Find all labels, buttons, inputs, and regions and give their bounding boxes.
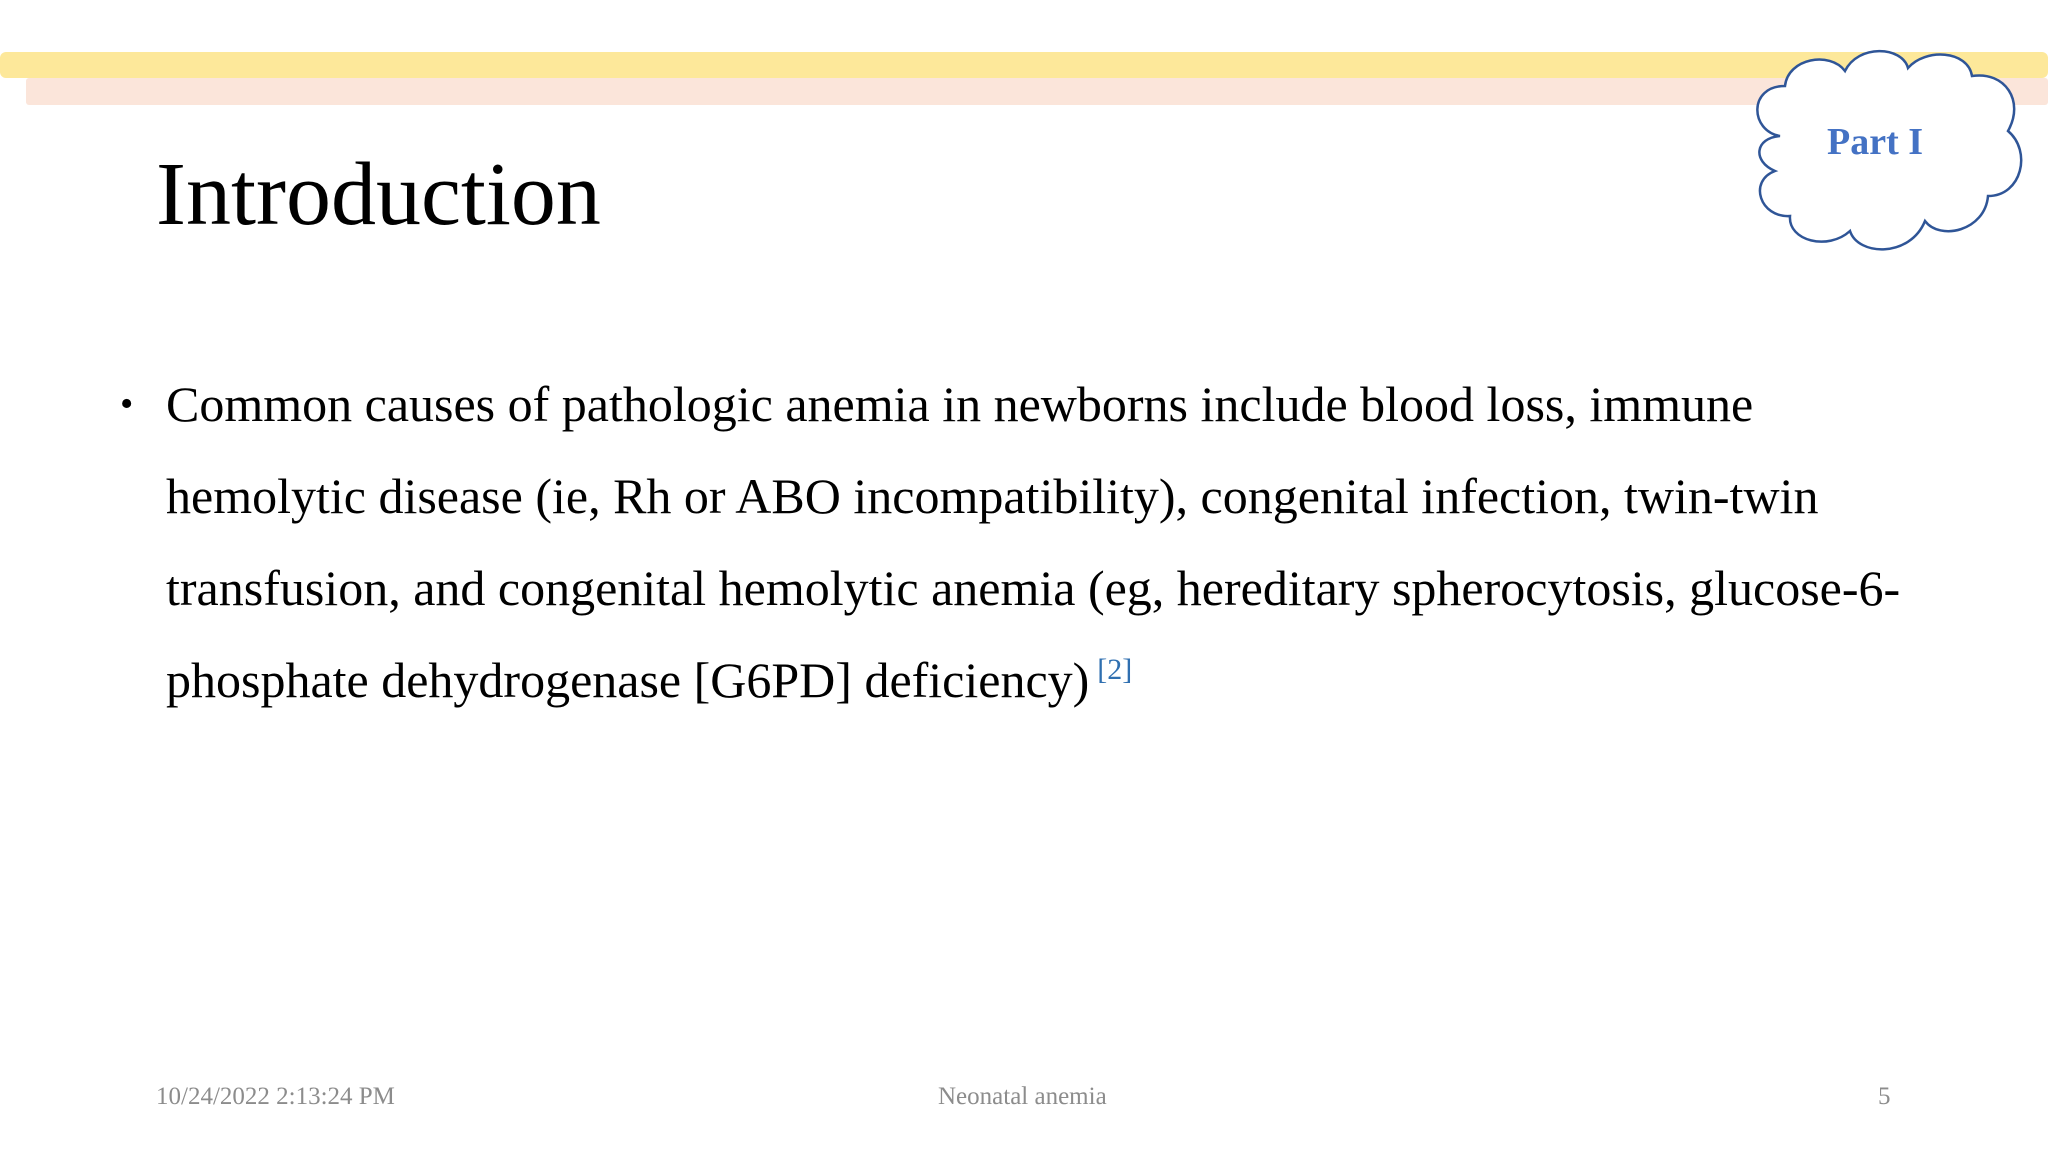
bullet-text: Common causes of pathologic anemia in newborns include blood loss, immune hemolytic disease (ie, Rh or ABO incompatibility), congenital infection, twin-twin transfusion, and congenital hemolytic anemia (eg, hereditary spherocytosis, glucose-6-phosphate dehydrogenase [G6PD] deficiency) xyxy=(166,376,1901,708)
slide-title: Introduction xyxy=(156,145,601,244)
footer-date: 10/24/2022 2:13:24 PM xyxy=(156,1083,395,1110)
bullet-list xyxy=(114,358,1914,726)
bullet-item xyxy=(114,358,1914,726)
bullet-dot-icon: • xyxy=(120,383,134,425)
footer-page-number: 5 xyxy=(1878,1083,1891,1110)
footer-title: Neonatal anemia xyxy=(938,1083,1107,1110)
part-badge-label: Part I xyxy=(1826,121,1924,163)
citation-link[interactable]: [2] xyxy=(1097,653,1133,686)
